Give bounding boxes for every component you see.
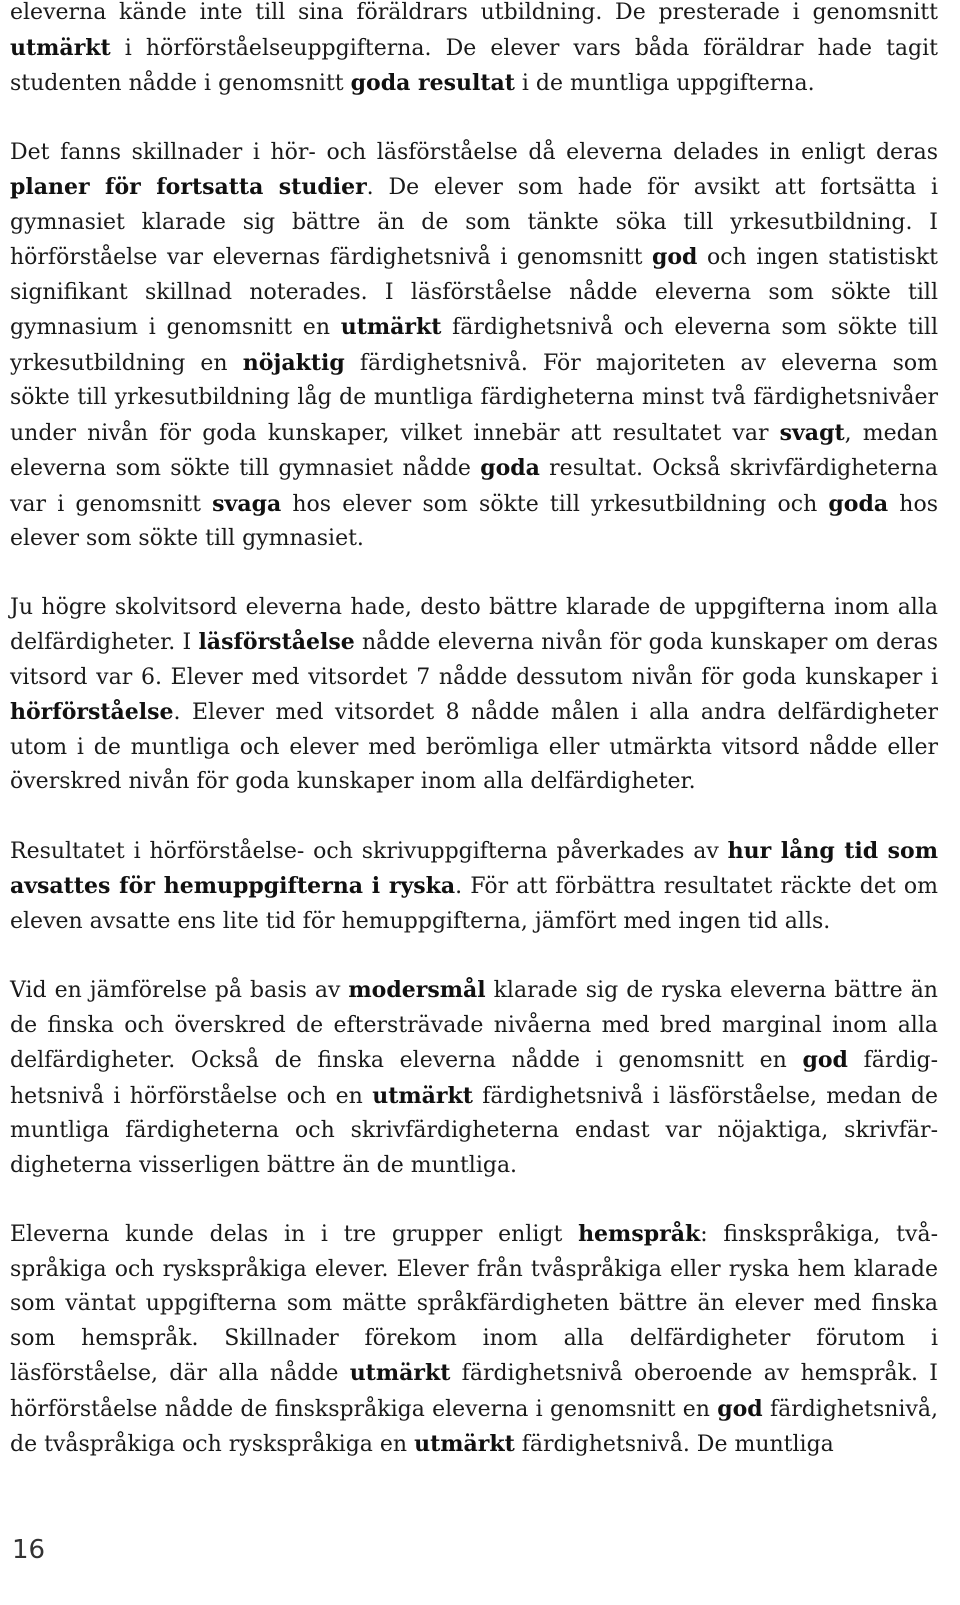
- emphasis-text: utmärkt: [10, 34, 111, 61]
- emphasis-text: god: [717, 1395, 763, 1422]
- emphasis-text: hur lång tid som avsattes för hemuppgifterna i ryska: [10, 837, 938, 899]
- paragraph: [10, 834, 938, 940]
- text-run: färdighetsnivå i hörförståelse och en: [10, 1048, 938, 1109]
- emphasis-text: goda: [828, 490, 889, 517]
- text-run: hos elever som sökte till gymnasiet.: [10, 491, 938, 551]
- text-run: färdighetsnivå i läsförståelse, medan de muntliga färdigheterna och skrivfärdigheterna endast var nöjaktiga, skrivfärdigheterna visserligen bättre än de muntliga.: [10, 1083, 938, 1178]
- text-run: färdighetsnivå. De muntliga: [514, 1432, 834, 1457]
- text-run: nådde eleverna nivån för goda kunskaper om deras vitsord var 6. Elever med vitsordet 7 nådde dessutom nivån för goda kunskaper i: [10, 630, 939, 690]
- text-run: i hörförståelseuppgifterna. De elever vars båda föräldrar hade tagit studenten nådde i genomsnitt: [10, 35, 938, 96]
- emphasis-text: utmärkt: [414, 1431, 515, 1457]
- text-run: färdighetsnivå. För majoriteten av eleverna som sökte till yrkesutbildning låg de muntliga färdigheterna minst två färdighetsnivåer under nivån för goda kunskaper, vilket innebär att resultatet var: [10, 350, 939, 446]
- page-number: 16: [12, 1535, 46, 1565]
- paragraph: [10, 591, 938, 800]
- text-run: : finskspråkiga, tvåspråkiga och ryskspråkiga elever. Elever från tvåspråkiga eller ryska hem klarade som väntat uppgifterna som mätte språkfärdigheten bättre än elever med finska som hemspråk. Skillnader förekom inom alla delfärdigheter förutom i läsförståelse, där alla nådde: [10, 1222, 938, 1386]
- emphasis-text: hemspråk: [578, 1221, 701, 1247]
- emphasis-text: god: [802, 1047, 848, 1073]
- text-run: Ju högre skolvitsord eleverna hade, desto bättre klarade de uppgifterna inom alla delfärdigheter. I: [10, 594, 938, 655]
- paragraph: [10, 973, 938, 1183]
- text-run: resultat. Också skrivfärdigheterna var i genomsnitt: [10, 456, 938, 517]
- text-run: och ingen statistiskt signifikant skillnad noterades. I läsförståelse nådde eleverna som sökte till gymnasium i genomsnitt en: [10, 245, 938, 340]
- emphasis-text: utmärkt: [349, 1360, 451, 1386]
- emphasis-text: goda resultat: [350, 70, 515, 96]
- text-run: Resultatet i hörförståelse- och skrivuppgifterna påverkades av: [10, 838, 728, 864]
- emphasis-text: hörförståelse: [10, 699, 174, 725]
- text-run: Vid en jämförelse på basis av: [10, 978, 349, 1003]
- text-run: Eleverna kunde delas in i tre grupper enligt: [10, 1222, 579, 1247]
- paragraph: [10, 0, 938, 102]
- emphasis-text: utmärkt: [372, 1082, 473, 1109]
- emphasis-text: svaga: [212, 490, 282, 517]
- text-run: i de muntliga uppgifterna.: [514, 71, 815, 96]
- text-run: färdighetsnivå och eleverna som sökte till yrkesutbildning en: [10, 315, 938, 376]
- text-run: . De elever som hade för avsikt att fortsätta i gymnasiet klarade sig bättre än de som tänkte söka till yrkesutbildning. I hörförståelse var elevernas färdighetsnivå i genomsnitt: [10, 175, 938, 270]
- text-run: eleverna kände inte till sina föräldrars utbildning. De presterade i genomsnitt: [10, 0, 938, 25]
- body-text: [10, 0, 938, 1463]
- emphasis-text: svagt: [779, 419, 845, 446]
- text-run: färdighetsnivå oberoende av hemspråk. I hörförståelse nådde de finskspråkiga eleverna i genomsnitt en: [10, 1361, 938, 1422]
- emphasis-text: modersmål: [348, 977, 486, 1003]
- paragraph: [10, 1217, 938, 1463]
- paragraph: [10, 136, 938, 557]
- text-run: hos elever som sökte till yrkesutbildning och: [281, 491, 829, 517]
- text-run: . För att förbättra resultatet räckte det om eleven avsatte ens lite tid för hemuppgifterna, jämfört med ingen tid alls.: [10, 874, 938, 934]
- text-run: färdighetsnivå, de tvåspråkiga och ryskspråkiga en: [10, 1396, 938, 1457]
- emphasis-text: god: [651, 244, 698, 270]
- text-run: klarade sig de ryska eleverna bättre än de finska och överskred de eftersträvade nivåerna med bred marginal inom alla delfärdigheter. Också de finska eleverna nådde i genomsnitt en: [10, 978, 938, 1073]
- emphasis-text: utmärkt: [340, 314, 442, 340]
- text-run: , medan eleverna som sökte till gymnasiet nådde: [10, 420, 938, 481]
- text-run: . Elever med vitsordet 8 nådde målen i alla andra delfärdigheter utom i de muntliga och elever med berömliga eller utmärkta vitsord nådde eller överskred nivån för goda kunskaper inom alla delfärdigheter.: [10, 700, 938, 794]
- emphasis-text: planer för fortsatta studier: [10, 174, 367, 200]
- emphasis-text: läsförståelse: [198, 629, 355, 655]
- emphasis-text: nöjaktig: [242, 349, 345, 376]
- emphasis-text: goda: [480, 455, 540, 481]
- text-run: Det fanns skillnader i hör- och läsförståelse då eleverna delades in enligt deras: [10, 139, 938, 165]
